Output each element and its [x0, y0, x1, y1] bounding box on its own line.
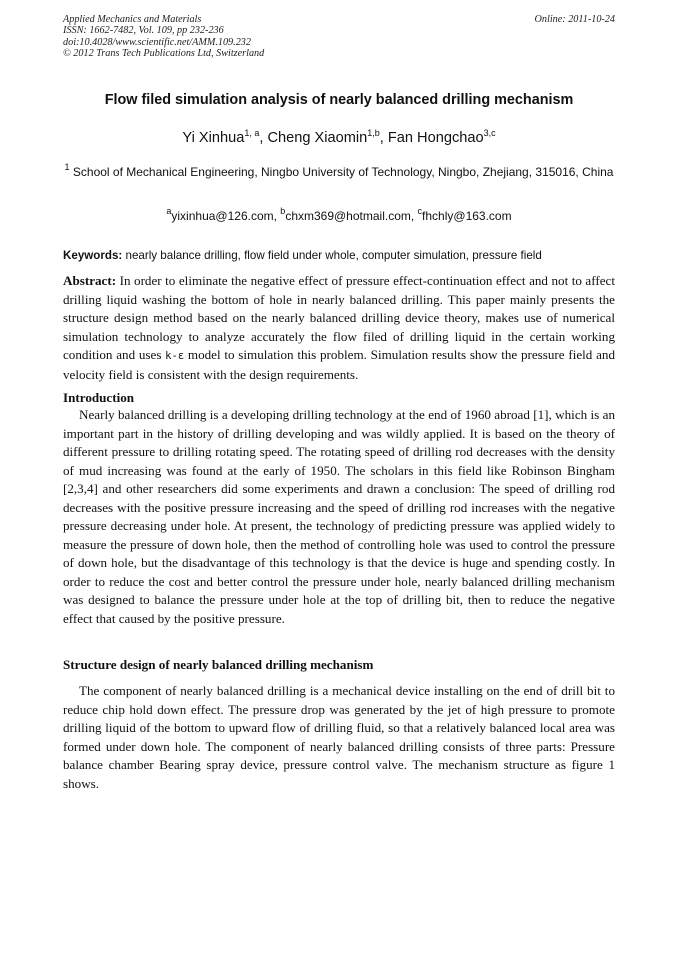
email-separator: , — [273, 209, 281, 223]
email-separator: , — [410, 209, 418, 223]
email-sup: c — [417, 206, 423, 216]
structure-heading: Structure design of nearly balanced drilling mechanism — [63, 657, 374, 672]
author-affil-sup: 1,b — [367, 128, 380, 138]
author-list — [40, 128, 638, 149]
structure-paragraph: The component of nearly balanced drilling is a mechanical device installing on the end of drill bit to reduce chip hold down effect. The pressure drop was generated by the jet of high pressure to promote drilling liquid of the bottom to upward flow of drilling fluid, so that a relatively balanced local area was formed under down hole. The component of nearly balanced drilling consists of three parts: Pressure balance chamber Bearing spray device, pressure control valve. The mechanism structure as figure 1 shows. — [63, 683, 615, 791]
email-address[interactable]: fhchly@163.com — [422, 209, 512, 223]
author-affil-sup: 1, a — [244, 128, 260, 138]
online-date: Online: 2011-10-24 — [534, 14, 615, 25]
email-address[interactable]: chxm369@hotmail.com — [285, 209, 411, 223]
doi-line: doi:10.4028/www.scientific.net/AMM.109.232 — [63, 36, 251, 48]
author-affil-sup: 3,c — [483, 128, 496, 138]
issn-line: ISSN: 1662-7482, Vol. 109, pp 232-236 — [63, 25, 224, 37]
keywords — [63, 248, 615, 264]
abstract-text-start: In order to eliminate the negative effect of pressure effect-continuation effect and not to affect drilling liquid washing the bottom of hole in nearly balanced drilling. This paper mainly presents the structure design method based on the nearly balanced drilling device theory, makes use of numerical simulation technology to analyze accurately the flow filed of drilling liquid in the certain working condition and uses — [63, 273, 615, 362]
author-emails — [63, 207, 615, 226]
abstract — [63, 272, 615, 384]
email-sup: a — [166, 206, 172, 216]
introduction-paragraph: Nearly balanced drilling is a developing drilling technology at the end of 1960 abroad [1], which is an important part in the history of drilling developing and was wildly applied. It is based on the theory of different pressure to drilling rotating speed. The rotating speed of drilling rod decreases with the density of mud increasing was found at the early of 1950. The scholars in this field like Robinson Bingham [2,3,4] and other researchers did some experiments and drawn a conclusion: The speed of drilling rod decreases with the positive pressure increasing and the speed of drilling rod increases with the negative pressure decreasing under hole. At present, the technology of predicting pressure was applied widely to measure the pressure of down hole, then the method of controlling hole was used to control the pressure of down hole, but the disadvantage of this technology is that the device is huge and spending costly. In order to reduce the cost and better control the pressure under hole, nearly balanced drilling mechanism was designed to balance the pressure under hole at the top of drilling bit, then to reduce the negative effect that caused by the positive pressure. — [63, 407, 615, 626]
affiliation — [63, 163, 615, 183]
keywords-text: nearly balance drilling, flow field under whole, computer simulation, pressure field — [122, 249, 542, 262]
copyright-line: © 2012 Trans Tech Publications Ltd, Switzerland — [63, 48, 265, 60]
keywords-label: Keywords: — [63, 249, 123, 262]
author-separator: , — [379, 130, 388, 146]
journal-header — [63, 14, 615, 60]
email-sup: b — [280, 206, 286, 216]
affiliation-text: School of Mechanical Engineering, Ningbo University of Technology, Ningbo, Zhejiang, 315016, China — [69, 165, 614, 179]
author-name: Cheng Xiaomin — [267, 130, 368, 146]
author-separator: , — [259, 130, 268, 146]
abstract-text-end: model to simulation this problem. Simulation results show the pressure field and velocity field is consistent with the design requirements. — [63, 347, 615, 382]
introduction-heading: Introduction — [63, 390, 135, 405]
email-address[interactable]: yixinhua@126.com — [171, 209, 274, 223]
model-name: k-ε — [165, 350, 185, 362]
author-name: Yi Xinhua — [182, 130, 245, 146]
paper-title: Flow filed simulation analysis of nearly balanced drilling mechanism — [104, 92, 574, 108]
affiliation-sup: 1 — [64, 162, 70, 172]
abstract-label: Abstract: — [63, 273, 117, 288]
journal-name: Applied Mechanics and Materials — [63, 14, 202, 25]
author-name: Fan Hongchao — [387, 130, 484, 146]
